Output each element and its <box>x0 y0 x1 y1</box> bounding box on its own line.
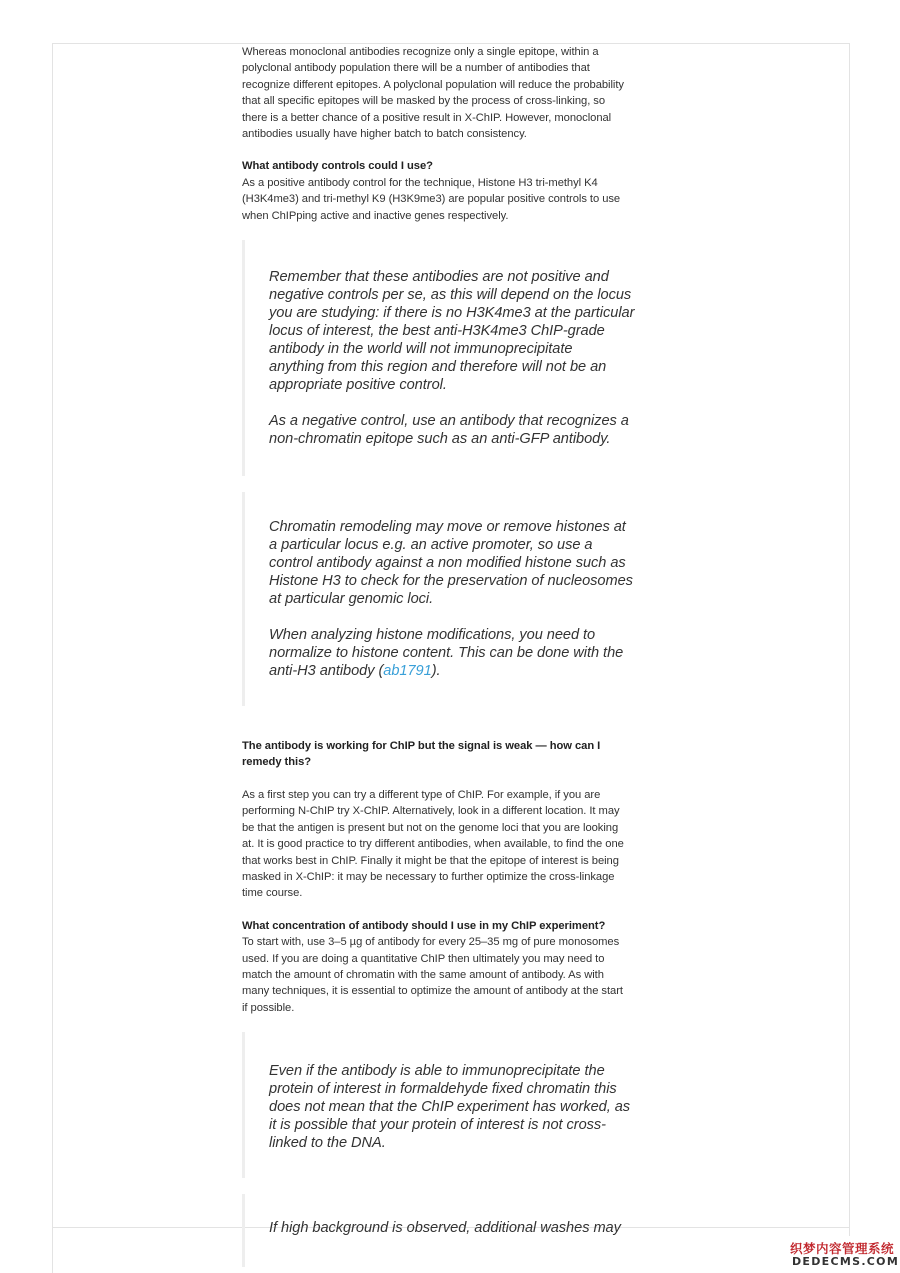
concentration-line: match the amount of chromatin with the same amount of antibody. As with <box>242 968 604 981</box>
quote-line: protein of interest in formaldehyde fixed chromatin this <box>269 1081 617 1098</box>
quote-line: antibody in the world will not immunoprecipitate <box>269 341 573 358</box>
controls-line: (H3K4me3) and tri-methyl K9 (H3K9me3) are popular positive controls to use <box>242 193 621 206</box>
quote-line: anything from this region and therefore will not be an <box>269 359 607 376</box>
weak-signal-line: time course. <box>242 887 303 900</box>
quote-line: Chromatin remodeling may move or remove histones at <box>269 519 626 536</box>
intro-paragraph <box>242 44 656 142</box>
blockquote-crosslink-note <box>242 1032 656 1178</box>
quote2-para2 <box>269 626 656 680</box>
watermark-logo <box>786 1236 900 1273</box>
intro-line: antibodies usually have higher batch to batch consistency. <box>242 128 527 141</box>
quote-line: at particular genomic loci. <box>269 591 434 608</box>
quote-line: a particular locus e.g. an active promoter, so use a <box>269 537 593 554</box>
weak-signal-heading: The antibody is working for ChIP but the signal is weak — how can I <box>242 740 601 753</box>
quote-line-with-link <box>269 662 656 680</box>
quote1-para1 <box>269 268 656 394</box>
quote-line: it is possible that your protein of interest is not cross- <box>269 1117 606 1134</box>
quote-text: anti-H3 antibody ( <box>269 663 384 680</box>
intro-line: there is a better chance of a positive result in X-ChIP. However, monoclonal <box>242 111 612 124</box>
quote1-para2 <box>269 412 656 448</box>
quote2-para1 <box>269 518 656 608</box>
weak-signal-heading: remedy this? <box>242 756 312 769</box>
quote-line: Histone H3 to check for the preservation of nucleosomes <box>269 573 633 590</box>
quote-line: Even if the antibody is able to immunoprecipitate the <box>269 1063 605 1080</box>
concentration-line: many techniques, it is essential to optimize the amount of antibody at the start <box>242 985 623 998</box>
weak-signal-line: that works best in ChIP. Finally it might be that the epitope of interest is being <box>242 854 619 867</box>
quote-line: you are studying: if there is no H3K4me3 at the particular <box>269 305 635 322</box>
quote-line: locus of interest, the best anti-H3K4me3 ChIP-grade <box>269 323 605 340</box>
concentration-line: To start with, use 3–5 µg of antibody for every 25–35 mg of pure monosomes <box>242 936 620 949</box>
intro-line: recognize different epitopes. A polyclonal population will reduce the probability <box>242 78 624 91</box>
blockquote-background-note <box>242 1194 656 1267</box>
controls-line: As a positive antibody control for the technique, Histone H3 tri-methyl K4 <box>242 176 598 189</box>
quote-line: control antibody against a non modified histone such as <box>269 555 626 572</box>
concentration-section <box>242 918 656 1016</box>
blockquote-controls-note <box>242 240 656 476</box>
intro-line: Whereas monoclonal antibodies recognize only a single epitope, within a <box>242 46 599 58</box>
quote-line: Remember that these antibodies are not positive and <box>269 269 609 286</box>
concentration-line: used. If you are doing a quantitative ChIP then ultimately you may need to <box>242 952 605 965</box>
quote-line: does not mean that the ChIP experiment has worked, as <box>269 1099 631 1116</box>
article-content <box>242 44 656 1267</box>
quote-line: When analyzing histone modifications, you need to <box>269 627 596 644</box>
quote-line: normalize to histone content. This can be done with the <box>269 645 624 662</box>
weak-signal-paragraph <box>242 787 656 902</box>
watermark-bottom-text: DEDECMS.COM <box>792 1255 900 1268</box>
quote-line: appropriate positive control. <box>269 377 447 394</box>
quote-text: ). <box>431 663 441 680</box>
intro-line: polyclonal antibody population there will be a number of antibodies that <box>242 62 590 75</box>
quote-line: negative controls per se, as this will depend on the locus <box>269 287 632 304</box>
weak-signal-line: performing N-ChIP try X-ChIP. Alternatively, look in a different location. It may <box>242 805 620 818</box>
blockquote-histone-note <box>242 492 656 706</box>
weak-signal-line: As a first step you can try a different type of ChIP. For example, if you are <box>242 788 601 801</box>
weak-signal-line: masked in X-ChIP: it may be necessary to further optimize the cross-linkage <box>242 870 615 883</box>
quote-line: As a negative control, use an antibody that recognizes a <box>269 413 629 430</box>
concentration-heading: What concentration of antibody should I use in my ChIP experiment? <box>242 919 606 932</box>
ab1791-link[interactable]: ab1791 <box>383 663 432 680</box>
concentration-line: if possible. <box>242 1001 295 1014</box>
weak-signal-line: at. It is good practice to try different antibodies, when available, to find the one <box>242 838 624 851</box>
weak-signal-section <box>242 738 656 902</box>
quote-line: If high background is observed, additional washes may <box>269 1220 621 1237</box>
quote-line: linked to the DNA. <box>269 1135 386 1152</box>
controls-heading: What antibody controls could I use? <box>242 160 433 173</box>
intro-line: that all specific epitopes will be masked by the process of cross-linking, so <box>242 95 606 108</box>
watermark-top-text: 织梦内容管理系统 <box>790 1241 895 1256</box>
quote-line: non-chromatin epitope such as an anti-GFP antibody. <box>269 431 611 448</box>
controls-line: when ChIPping active and inactive genes respectively. <box>242 209 509 222</box>
weak-signal-line: be that the antigen is present but not on the genome loci that you are looking <box>242 821 619 834</box>
controls-section <box>242 158 656 224</box>
